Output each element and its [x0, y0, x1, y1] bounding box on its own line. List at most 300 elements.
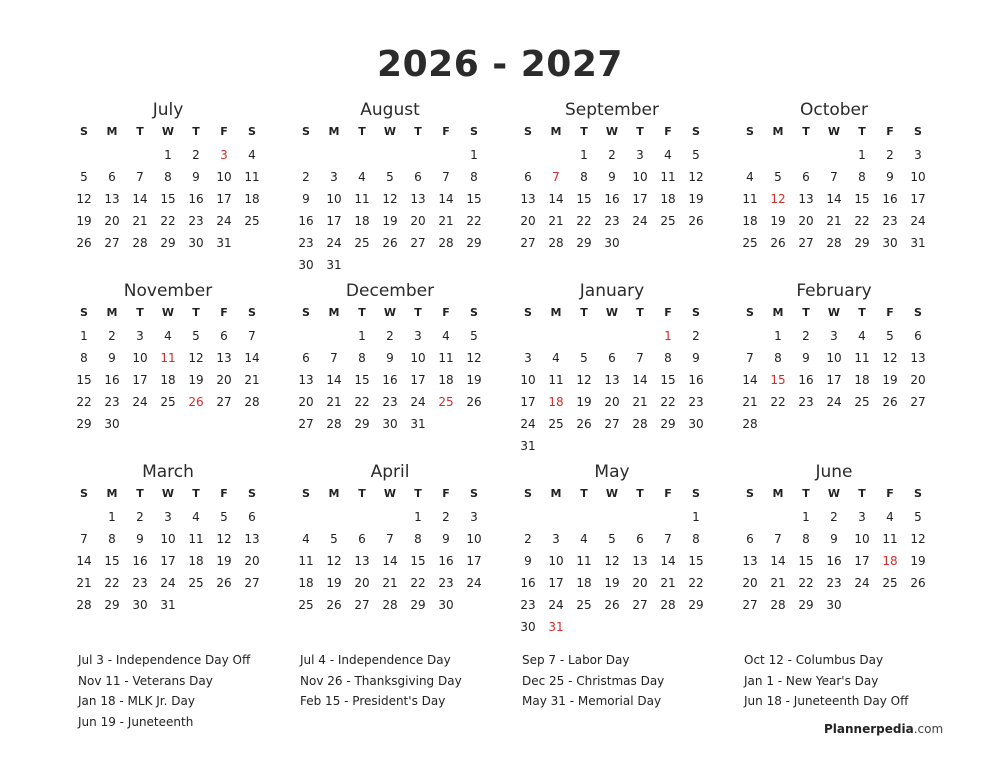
holiday-day-cell: 25	[438, 395, 454, 409]
weekday-header: F	[442, 306, 450, 319]
day-cell: 11	[188, 532, 204, 546]
day-cell: 13	[104, 192, 120, 206]
day-cell: 5	[192, 329, 200, 343]
holiday-day-cell: 1	[664, 329, 672, 343]
day-cell: 11	[548, 373, 564, 387]
day-cell: 4	[858, 329, 866, 343]
day-cell: 19	[188, 373, 204, 387]
day-cell: 13	[632, 554, 648, 568]
weekday-header: S	[302, 487, 310, 500]
holiday-item: Jan 1 - New Year's Day	[744, 673, 879, 688]
day-cell: 27	[410, 236, 426, 250]
day-cell: 28	[770, 598, 786, 612]
day-cell: 23	[520, 598, 536, 612]
day-cell: 4	[580, 532, 588, 546]
empty-cell	[320, 506, 348, 528]
weekday-header: T	[414, 306, 422, 319]
weekday-header: S	[80, 125, 88, 138]
day-cell: 11	[742, 192, 758, 206]
day-cell: 3	[552, 532, 560, 546]
weekday-header: W	[605, 125, 619, 138]
day-cell: 28	[826, 236, 842, 250]
weekday-header: S	[524, 306, 532, 319]
day-cell: 2	[386, 329, 394, 343]
day-cell: 1	[358, 329, 366, 343]
day-cell: 29	[354, 417, 370, 431]
day-cell: 31	[216, 236, 232, 250]
day-grid	[292, 303, 488, 435]
day-cell: 20	[354, 576, 370, 590]
day-cell: 6	[802, 170, 810, 184]
weekday-header: T	[636, 487, 644, 500]
day-cell: 8	[358, 351, 366, 365]
weekday-header: T	[358, 125, 366, 138]
day-cell: 7	[136, 170, 144, 184]
weekday-header: T	[136, 487, 144, 500]
holiday-day-cell: 3	[220, 148, 228, 162]
day-cell: 15	[798, 554, 814, 568]
day-cell: 3	[914, 148, 922, 162]
day-cell: 27	[298, 417, 314, 431]
day-cell: 14	[326, 373, 342, 387]
day-cell: 6	[358, 532, 366, 546]
day-cell: 23	[438, 576, 454, 590]
day-cell: 4	[664, 148, 672, 162]
day-cell: 14	[770, 554, 786, 568]
day-cell: 30	[132, 598, 148, 612]
day-cell: 18	[660, 192, 676, 206]
day-cell: 15	[410, 554, 426, 568]
day-cell: 6	[608, 351, 616, 365]
day-cell: 11	[576, 554, 592, 568]
weekday-header: S	[914, 487, 922, 500]
holiday-day-cell: 18	[548, 395, 564, 409]
day-cell: 25	[854, 395, 870, 409]
day-cell: 23	[826, 576, 842, 590]
day-cell: 30	[604, 236, 620, 250]
day-grid	[70, 303, 266, 435]
holiday-item: Jul 4 - Independence Day	[300, 653, 451, 667]
day-cell: 22	[660, 395, 676, 409]
day-grid	[70, 484, 266, 616]
day-cell: 6	[248, 510, 256, 524]
empty-cell	[736, 144, 764, 166]
day-cell: 28	[632, 417, 648, 431]
holiday-day-cell: 11	[160, 351, 176, 365]
day-cell: 15	[104, 554, 120, 568]
day-cell: 17	[410, 373, 426, 387]
day-cell: 22	[466, 214, 482, 228]
day-cell: 17	[548, 576, 564, 590]
day-cell: 25	[188, 576, 204, 590]
day-cell: 7	[636, 351, 644, 365]
weekday-header: S	[914, 125, 922, 138]
day-cell: 3	[414, 329, 422, 343]
day-cell: 5	[692, 148, 700, 162]
day-cell: 16	[132, 554, 148, 568]
day-cell: 29	[76, 417, 92, 431]
day-cell: 1	[80, 329, 88, 343]
day-cell: 6	[108, 170, 116, 184]
day-grid	[292, 122, 488, 276]
day-cell: 22	[576, 214, 592, 228]
day-cell: 10	[326, 192, 342, 206]
day-cell: 26	[326, 598, 342, 612]
day-cell: 18	[244, 192, 260, 206]
empty-cell	[98, 144, 126, 166]
day-cell: 3	[830, 329, 838, 343]
day-cell: 20	[604, 395, 620, 409]
month-name: May	[594, 462, 630, 482]
empty-cell	[514, 144, 542, 166]
day-cell: 17	[326, 214, 342, 228]
day-cell: 30	[298, 258, 314, 272]
day-grid	[514, 122, 710, 254]
day-cell: 16	[298, 214, 314, 228]
day-cell: 30	[688, 417, 704, 431]
day-cell: 9	[302, 192, 310, 206]
weekday-header: W	[383, 306, 397, 319]
day-cell: 4	[192, 510, 200, 524]
empty-cell	[126, 144, 154, 166]
day-cell: 3	[524, 351, 532, 365]
empty-cell	[432, 144, 460, 166]
day-cell: 5	[886, 329, 894, 343]
weekday-header: S	[248, 487, 256, 500]
day-cell: 18	[160, 373, 176, 387]
day-grid	[736, 303, 932, 435]
day-cell: 3	[858, 510, 866, 524]
day-cell: 5	[580, 351, 588, 365]
day-cell: 30	[520, 620, 536, 634]
day-cell: 8	[108, 532, 116, 546]
day-cell: 20	[520, 214, 536, 228]
day-cell: 8	[80, 351, 88, 365]
day-cell: 27	[520, 236, 536, 250]
day-cell: 24	[410, 395, 426, 409]
day-cell: 28	[76, 598, 92, 612]
day-cell: 21	[660, 576, 676, 590]
day-cell: 15	[688, 554, 704, 568]
day-cell: 2	[886, 148, 894, 162]
month-name: February	[796, 281, 872, 301]
empty-cell	[792, 144, 820, 166]
month-november	[70, 280, 266, 435]
day-cell: 11	[438, 351, 454, 365]
weekday-header: M	[106, 487, 118, 500]
day-cell: 20	[298, 395, 314, 409]
weekday-header: W	[605, 487, 619, 500]
day-cell: 7	[330, 351, 338, 365]
day-cell: 30	[382, 417, 398, 431]
day-cell: 20	[244, 554, 260, 568]
day-cell: 18	[298, 576, 314, 590]
day-cell: 1	[470, 148, 478, 162]
day-cell: 26	[604, 598, 620, 612]
day-cell: 16	[382, 373, 398, 387]
day-cell: 12	[466, 351, 482, 365]
empty-cell	[542, 325, 570, 347]
day-cell: 19	[76, 214, 92, 228]
day-cell: 28	[438, 236, 454, 250]
day-cell: 30	[438, 598, 454, 612]
day-cell: 16	[520, 576, 536, 590]
weekday-header: F	[664, 306, 672, 319]
day-cell: 8	[470, 170, 478, 184]
weekday-header: T	[136, 125, 144, 138]
day-cell: 14	[244, 351, 260, 365]
day-cell: 10	[410, 351, 426, 365]
day-cell: 1	[858, 148, 866, 162]
weekday-header: T	[192, 306, 200, 319]
empty-cell	[764, 144, 792, 166]
day-cell: 17	[132, 373, 148, 387]
weekday-header: F	[664, 487, 672, 500]
day-cell: 21	[132, 214, 148, 228]
day-cell: 23	[104, 395, 120, 409]
month-name: September	[565, 100, 659, 120]
day-cell: 22	[76, 395, 92, 409]
weekday-header: T	[580, 125, 588, 138]
day-cell: 29	[466, 236, 482, 250]
weekday-header: S	[80, 306, 88, 319]
holiday-day-cell: 26	[188, 395, 204, 409]
day-cell: 10	[910, 170, 926, 184]
day-cell: 14	[438, 192, 454, 206]
day-cell: 11	[882, 532, 898, 546]
day-cell: 6	[414, 170, 422, 184]
day-cell: 17	[216, 192, 232, 206]
weekday-header: T	[580, 306, 588, 319]
weekday-header: T	[636, 125, 644, 138]
day-cell: 5	[386, 170, 394, 184]
month-name: August	[360, 100, 420, 120]
empty-cell	[404, 144, 432, 166]
empty-cell	[292, 325, 320, 347]
day-cell: 11	[244, 170, 260, 184]
empty-cell	[598, 506, 626, 528]
day-cell: 14	[76, 554, 92, 568]
day-cell: 23	[604, 214, 620, 228]
day-cell: 4	[164, 329, 172, 343]
day-cell: 22	[104, 576, 120, 590]
weekday-header: S	[470, 306, 478, 319]
day-cell: 28	[244, 395, 260, 409]
weekday-header: S	[302, 125, 310, 138]
day-cell: 12	[326, 554, 342, 568]
empty-cell	[376, 144, 404, 166]
day-cell: 24	[854, 576, 870, 590]
day-cell: 17	[632, 192, 648, 206]
day-cell: 7	[442, 170, 450, 184]
weekday-header: M	[106, 306, 118, 319]
weekday-header: T	[358, 487, 366, 500]
day-cell: 28	[382, 598, 398, 612]
brand-suffix: .com	[913, 722, 944, 736]
day-cell: 4	[552, 351, 560, 365]
day-cell: 21	[326, 395, 342, 409]
empty-cell	[514, 506, 542, 528]
day-cell: 14	[742, 373, 758, 387]
day-cell: 25	[548, 417, 564, 431]
day-cell: 21	[438, 214, 454, 228]
weekday-header: T	[858, 487, 866, 500]
day-cell: 8	[858, 170, 866, 184]
day-grid	[736, 484, 932, 616]
day-cell: 15	[576, 192, 592, 206]
day-cell: 6	[914, 329, 922, 343]
weekday-header: S	[248, 125, 256, 138]
day-cell: 17	[910, 192, 926, 206]
weekday-header: T	[636, 306, 644, 319]
weekday-header: T	[802, 487, 810, 500]
day-cell: 19	[326, 576, 342, 590]
weekday-header: S	[470, 125, 478, 138]
day-cell: 4	[746, 170, 754, 184]
weekday-header: M	[772, 487, 784, 500]
day-cell: 21	[770, 576, 786, 590]
weekday-header: F	[442, 125, 450, 138]
day-cell: 5	[608, 532, 616, 546]
weekday-header: W	[827, 125, 841, 138]
weekday-header: W	[161, 487, 175, 500]
day-cell: 1	[774, 329, 782, 343]
month-name: December	[345, 281, 435, 301]
weekday-header: S	[470, 487, 478, 500]
weekday-header: T	[858, 125, 866, 138]
day-cell: 10	[826, 351, 842, 365]
calendar-title: 2026 - 2027	[377, 44, 623, 85]
weekday-header: W	[605, 306, 619, 319]
day-cell: 2	[108, 329, 116, 343]
day-cell: 22	[854, 214, 870, 228]
weekday-header: T	[802, 125, 810, 138]
day-cell: 2	[442, 510, 450, 524]
day-cell: 26	[882, 395, 898, 409]
day-cell: 1	[164, 148, 172, 162]
day-cell: 22	[160, 214, 176, 228]
holiday-item: Feb 15 - President's Day	[300, 694, 446, 709]
day-cell: 25	[244, 214, 260, 228]
day-cell: 22	[410, 576, 426, 590]
month-may	[514, 461, 710, 638]
day-cell: 20	[410, 214, 426, 228]
day-cell: 28	[548, 236, 564, 250]
day-cell: 18	[576, 576, 592, 590]
day-cell: 24	[826, 395, 842, 409]
day-cell: 10	[520, 373, 536, 387]
empty-cell	[542, 144, 570, 166]
empty-cell	[626, 506, 654, 528]
weekday-header: M	[550, 306, 562, 319]
day-cell: 6	[636, 532, 644, 546]
day-cell: 14	[826, 192, 842, 206]
day-cell: 1	[580, 148, 588, 162]
month-september	[514, 99, 710, 254]
weekday-header: T	[358, 306, 366, 319]
day-cell: 9	[386, 351, 394, 365]
day-cell: 10	[160, 532, 176, 546]
day-cell: 23	[132, 576, 148, 590]
weekday-header: M	[772, 125, 784, 138]
weekday-header: S	[692, 487, 700, 500]
holiday-column	[78, 650, 300, 733]
day-cell: 19	[604, 576, 620, 590]
day-cell: 12	[188, 351, 204, 365]
day-grid	[514, 484, 710, 638]
weekday-header: S	[524, 487, 532, 500]
weekday-header: S	[746, 125, 754, 138]
day-cell: 21	[382, 576, 398, 590]
day-cell: 16	[882, 192, 898, 206]
weekday-header: S	[692, 125, 700, 138]
day-cell: 24	[160, 576, 176, 590]
weekday-header: S	[692, 306, 700, 319]
day-cell: 3	[136, 329, 144, 343]
weekday-header: F	[664, 125, 672, 138]
day-cell: 6	[220, 329, 228, 343]
day-cell: 3	[164, 510, 172, 524]
day-cell: 4	[248, 148, 256, 162]
day-cell: 1	[414, 510, 422, 524]
day-cell: 5	[470, 329, 478, 343]
day-cell: 27	[742, 598, 758, 612]
day-cell: 5	[220, 510, 228, 524]
day-cell: 12	[604, 554, 620, 568]
day-cell: 17	[160, 554, 176, 568]
day-cell: 24	[326, 236, 342, 250]
day-cell: 25	[298, 598, 314, 612]
day-cell: 29	[854, 236, 870, 250]
day-cell: 8	[774, 351, 782, 365]
holiday-column	[522, 650, 744, 712]
day-cell: 24	[216, 214, 232, 228]
day-cell: 3	[470, 510, 478, 524]
day-cell: 13	[244, 532, 260, 546]
weekday-header: S	[914, 306, 922, 319]
holiday-item: Nov 26 - Thanksgiving Day	[300, 673, 462, 688]
day-cell: 19	[688, 192, 704, 206]
day-cell: 9	[524, 554, 532, 568]
day-cell: 20	[910, 373, 926, 387]
day-cell: 16	[798, 373, 814, 387]
weekday-header: T	[192, 125, 200, 138]
day-cell: 27	[632, 598, 648, 612]
day-cell: 26	[216, 576, 232, 590]
day-cell: 12	[576, 373, 592, 387]
weekday-header: W	[827, 487, 841, 500]
day-cell: 8	[164, 170, 172, 184]
day-cell: 13	[798, 192, 814, 206]
weekday-header: T	[580, 487, 588, 500]
day-cell: 31	[160, 598, 176, 612]
day-cell: 23	[382, 395, 398, 409]
day-cell: 8	[414, 532, 422, 546]
weekday-header: M	[772, 306, 784, 319]
day-cell: 13	[298, 373, 314, 387]
day-cell: 12	[910, 532, 926, 546]
day-cell: 20	[798, 214, 814, 228]
day-cell: 30	[826, 598, 842, 612]
day-cell: 2	[692, 329, 700, 343]
holiday-item: Oct 12 - Columbus Day	[744, 653, 884, 667]
day-cell: 19	[216, 554, 232, 568]
day-cell: 16	[438, 554, 454, 568]
day-cell: 1	[692, 510, 700, 524]
day-cell: 24	[520, 417, 536, 431]
day-cell: 2	[192, 148, 200, 162]
day-cell: 23	[188, 214, 204, 228]
